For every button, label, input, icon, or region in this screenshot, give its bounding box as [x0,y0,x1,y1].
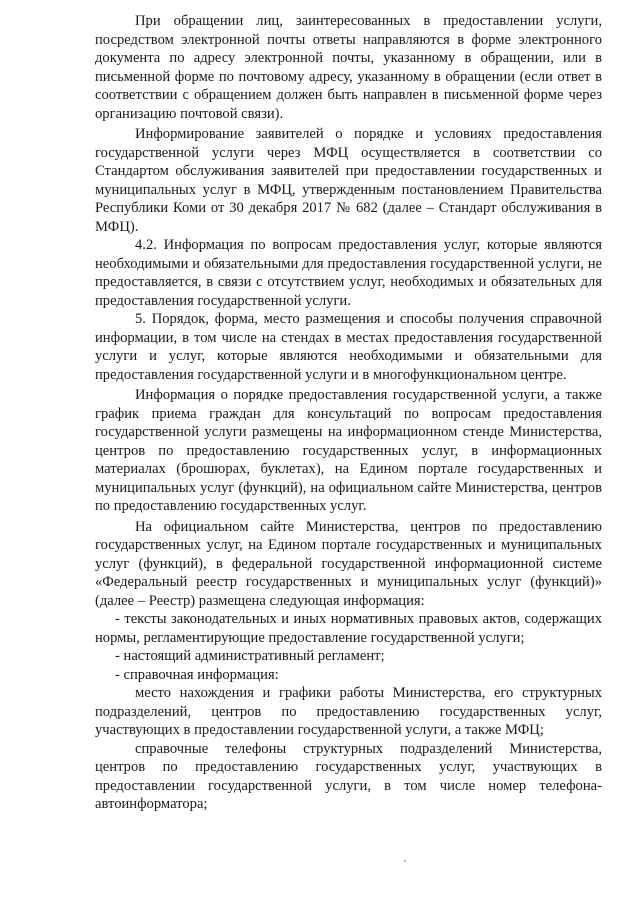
paragraph-phones: справочные телефоны структурных подразделений Министерства, центров по предоставлению государственных услуг, участвующих в предоставлении государственной услуги, в том числе номер телефона-автоинформатора; [95,740,602,812]
document-page [95,12,602,814]
scan-speck [404,860,406,862]
paragraph-email-responses: При обращении лиц, заинтересованных в предоставлении услуги, посредством электронной почты ответы направляются в форме электронного документа по адресу электронной почты, указанному в обращении, или в письменной форме по почтовому адресу, указанному в обращении (если ответ в соответствии с обращением должен быть направлен в письменной форме через организацию почтовой связи). [95,13,602,122]
paragraph-schedule-info: Информация о порядке предоставления государственной услуги, а также график приема граждан для консультаций по вопросам предоставления государственной услуги размещены на информационном стенде Министерства, центров по предоставлению государственных услуг, в информационных материалах (брошюрах, буклетах), на Едином портале государственных и муниципальных услуг (функций), на официальном сайте Министерства, центров по предоставлению государственных услуг. [95,387,602,514]
list-item-legal-acts: - тексты законодательных и иных нормативных правовых актов, содержащих нормы, регламентирующие предоставление государственной услуги; [95,611,602,646]
paragraph-mfc-informing: Информирование заявителей о порядке и условиях предоставления государственной услуги через МФЦ осуществляется в соответствии со Стандартом обслуживания заявителей при предоставлении государственных и муниципальных услуг в МФЦ, утвержденным постановлением Правительства Республики Коми от 30 декабря 2017 № 682 (далее – Стандарт обслуживания в МФЦ). [95,126,602,235]
list-item-regulation: - настоящий административный регламент; [115,648,385,664]
paragraph-5: 5. Порядок, форма, место размещения и способы получения справочной информации, в том числе на стендах в местах предоставления государственной услуги и услуг, которые являются необходимыми и обязательными для предоставления государственной услуги и в многофункциональном центре. [95,311,602,383]
list-item-reference-info: - справочная информация: [115,666,279,683]
paragraph-official-site: На официальном сайте Министерства, центров по предоставлению государственных услуг, на Едином портале государственных и муниципальных услуг (функций), в федеральной государственной информационной системе «Федеральный реестр государственных и муниципальных услуг (функций)» (далее – Реестр) размещена следующая информация: [95,518,602,609]
paragraph-4-2: 4.2. Информация по вопросам предоставления услуг, которые являются необходимыми и обязательными для предоставления государственной услуги, не предоставляется, в связи с отсутствием услуг, необходимых и обязательных для предоставления государственной услуги. [95,237,602,309]
paragraph-locations: место нахождения и графики работы Министерства, его структурных подразделений, центров по предоставлению государственных услуг, участвующих в предоставлении государственной услуги, а также МФЦ; [95,685,602,738]
